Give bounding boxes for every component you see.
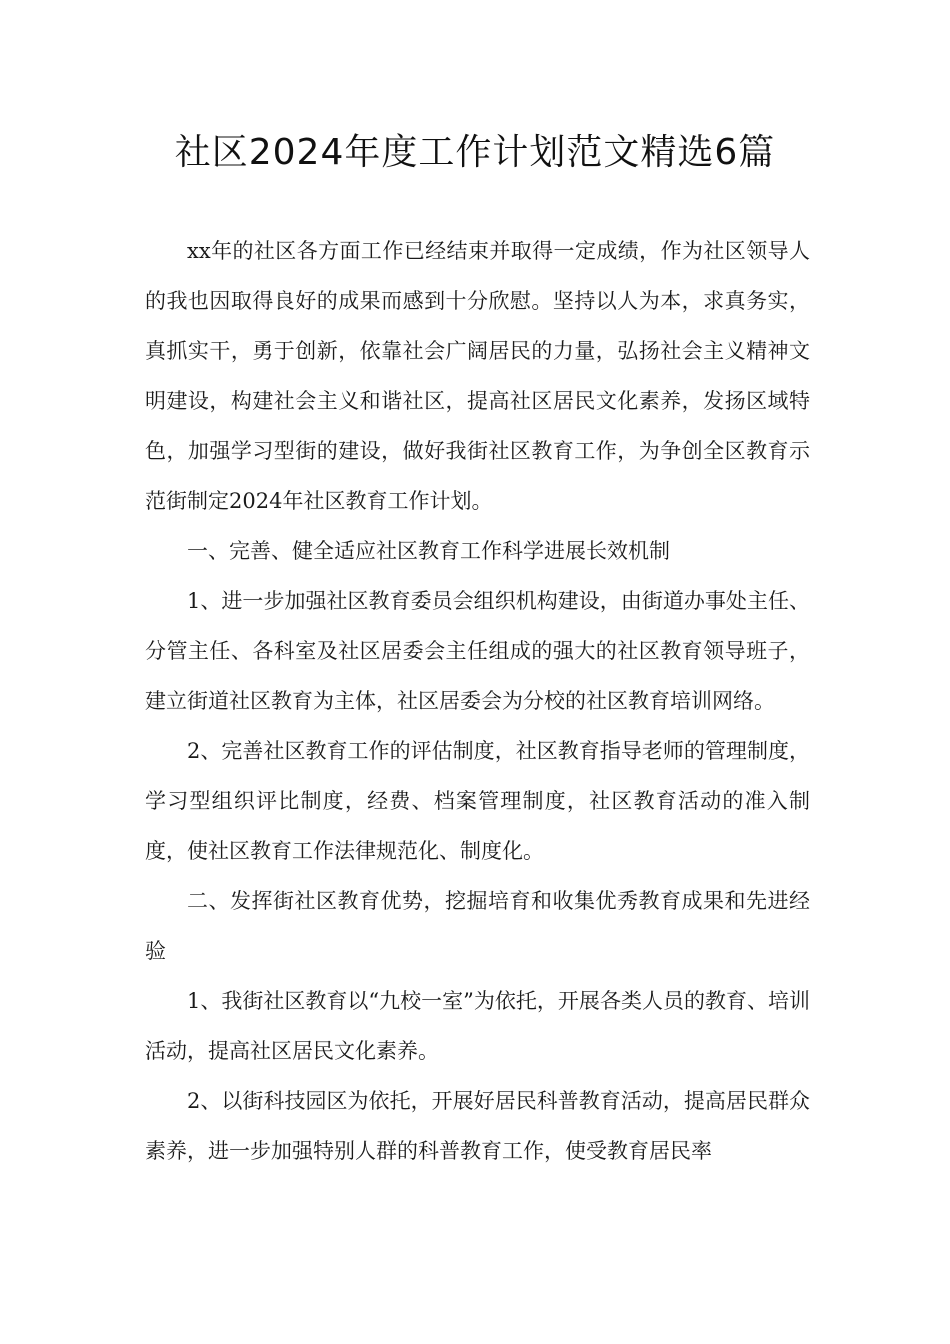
- document-body: [145, 226, 810, 1176]
- paragraph-intro: xx年的社区各方面工作已经结束并取得一定成绩，作为社区领导人的我也因取得良好的成果而感到十分欣慰。坚持以人为本，求真务实，真抓实干，勇于创新，依靠社会广阔居民的力量，弘扬社会主义精神文明建设，构建社会主义和谐社区，提高社区居民文化素养，发扬区域特色，加强学习型街的建设，做好我街社区教育工作，为争创全区教育示范街制定2024年社区教育工作计划。: [145, 239, 810, 513]
- paragraph-2-1: 1、我街社区教育以“九校一室”为依托，开展各类人员的教育、培训活动，提高社区居民文化素养。: [145, 989, 810, 1063]
- paragraph-1-1: 1、进一步加强社区教育委员会组织机构建设，由街道办事处主任、分管主任、各科室及社区居委会主任组成的强大的社区教育领导班子，建立街道社区教育为主体，社区居委会为分校的社区教育培训网络。: [145, 589, 810, 713]
- section-heading-2: 二、发挥街社区教育优势，挖掘培育和收集优秀教育成果和先进经验: [145, 889, 810, 963]
- section-heading-1: 一、完善、健全适应社区教育工作科学进展长效机制: [187, 539, 670, 563]
- paragraph-2-2: 2、以街科技园区为依托，开展好居民科普教育活动，提高居民群众素养，进一步加强特别人群的科普教育工作，使受教育居民率: [145, 1089, 810, 1163]
- document-title: 社区2024年度工作计划范文精选6篇: [174, 132, 776, 173]
- paragraph-1-2: 2、完善社区教育工作的评估制度，社区教育指导老师的管理制度，学习型组织评比制度，经费、档案管理制度，社区教育活动的准入制度，使社区教育工作法律规范化、制度化。: [145, 739, 810, 863]
